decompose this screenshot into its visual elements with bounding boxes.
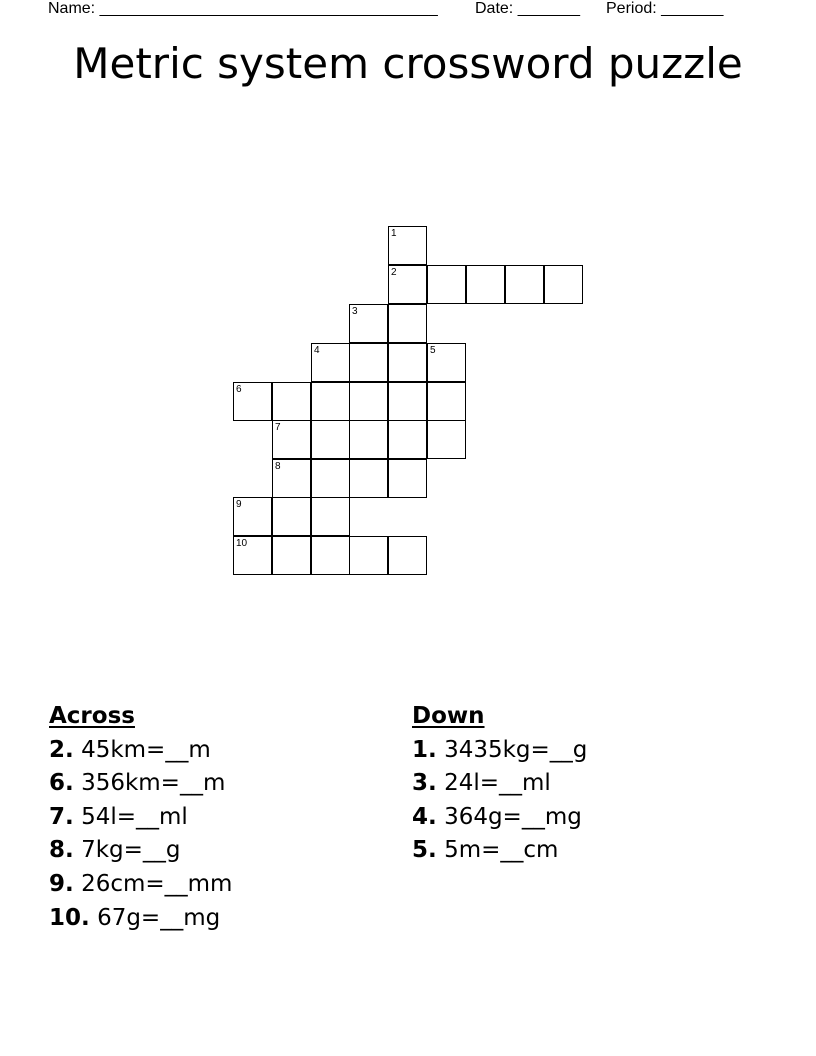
clue-number: 4 [314, 345, 320, 356]
down-clue-3 [412, 767, 587, 801]
across-clue-8 [49, 834, 232, 868]
grid-cell[interactable] [466, 265, 505, 304]
grid-cell[interactable] [427, 265, 466, 304]
grid-cell[interactable] [311, 382, 350, 421]
clue-text: 54l=__ml [81, 803, 188, 830]
grid-cell[interactable] [388, 382, 427, 421]
clue-number: 5 [430, 345, 436, 356]
grid-cell[interactable] [311, 536, 350, 575]
clue-number-label: 1. [412, 736, 437, 763]
grid-cell[interactable] [349, 420, 388, 459]
grid-cell[interactable] [272, 536, 311, 575]
clue-text: 26cm=__mm [81, 870, 233, 897]
across-clue-7 [49, 801, 232, 835]
grid-cell[interactable] [311, 497, 350, 536]
grid-cell[interactable] [311, 343, 350, 382]
clue-number-label: 3. [412, 770, 437, 797]
grid-cell[interactable] [388, 304, 427, 343]
grid-cell[interactable] [388, 536, 427, 575]
across-clue-6 [49, 767, 232, 801]
clue-number-label: 7. [49, 803, 74, 830]
student-info-header [0, 0, 816, 20]
down-heading: Down [412, 703, 485, 729]
grid-cell[interactable] [272, 382, 311, 421]
grid-cell[interactable] [272, 420, 311, 459]
clue-number-label: 9. [49, 870, 74, 897]
grid-cell[interactable] [349, 343, 388, 382]
clue-text: 356km=__m [81, 770, 226, 797]
grid-cell[interactable] [427, 382, 466, 421]
clue-number-label: 8. [49, 837, 74, 864]
grid-cell[interactable] [311, 459, 350, 498]
grid-cell[interactable] [272, 459, 311, 498]
grid-cell[interactable] [388, 265, 427, 304]
clue-text: 24l=__ml [444, 770, 551, 797]
clue-text: 3435kg=__g [444, 736, 588, 763]
clue-number: 3 [352, 306, 358, 317]
grid-cell[interactable] [388, 343, 427, 382]
grid-cell[interactable] [349, 304, 388, 343]
clue-number: 10 [236, 538, 248, 549]
grid-cell[interactable] [233, 536, 272, 575]
clue-number-label: 6. [49, 770, 74, 797]
clue-text: 67g=__mg [97, 904, 221, 931]
grid-cell[interactable] [233, 382, 272, 421]
grid-cell[interactable] [388, 420, 427, 459]
across-clue-9 [49, 868, 232, 902]
date-field[interactable]: Date: _______ [475, 0, 580, 17]
grid-cell[interactable] [427, 420, 466, 459]
grid-cell[interactable] [505, 265, 544, 304]
clue-text: 364g=__mg [444, 803, 582, 830]
clue-number-label: 4. [412, 803, 437, 830]
across-clues [49, 700, 232, 935]
clue-number-label: 10. [49, 904, 90, 931]
clue-number-label: 2. [49, 736, 74, 763]
clue-number: 9 [236, 499, 242, 510]
page-title: Metric system crossword puzzle [73, 39, 743, 88]
grid-cell[interactable] [544, 265, 583, 304]
name-field[interactable]: Name: ______________________________________ [48, 0, 438, 17]
down-clue-5 [412, 834, 587, 868]
down-clue-1 [412, 734, 587, 768]
clue-text: 5m=__cm [444, 837, 559, 864]
grid-cell[interactable] [349, 382, 388, 421]
grid-cell[interactable] [427, 343, 466, 382]
clue-number: 1 [391, 228, 397, 239]
grid-cell[interactable] [272, 497, 311, 536]
across-heading: Across [49, 703, 135, 729]
clue-number: 6 [236, 384, 242, 395]
down-clues [412, 700, 587, 868]
down-clue-4 [412, 801, 587, 835]
across-clue-10 [49, 902, 232, 936]
grid-cell[interactable] [349, 536, 388, 575]
period-field[interactable]: Period: _______ [606, 0, 724, 17]
grid-cell[interactable] [233, 497, 272, 536]
clue-number: 7 [275, 422, 281, 433]
clue-number: 8 [275, 461, 281, 472]
grid-cell[interactable] [388, 459, 427, 498]
grid-cell[interactable] [349, 459, 388, 498]
clue-number-label: 5. [412, 837, 437, 864]
across-clue-2 [49, 734, 232, 768]
clue-number: 2 [391, 267, 397, 278]
grid-cell[interactable] [311, 420, 350, 459]
clue-text: 45km=__m [81, 736, 211, 763]
grid-cell[interactable] [388, 226, 427, 265]
clue-text: 7kg=__g [81, 837, 181, 864]
